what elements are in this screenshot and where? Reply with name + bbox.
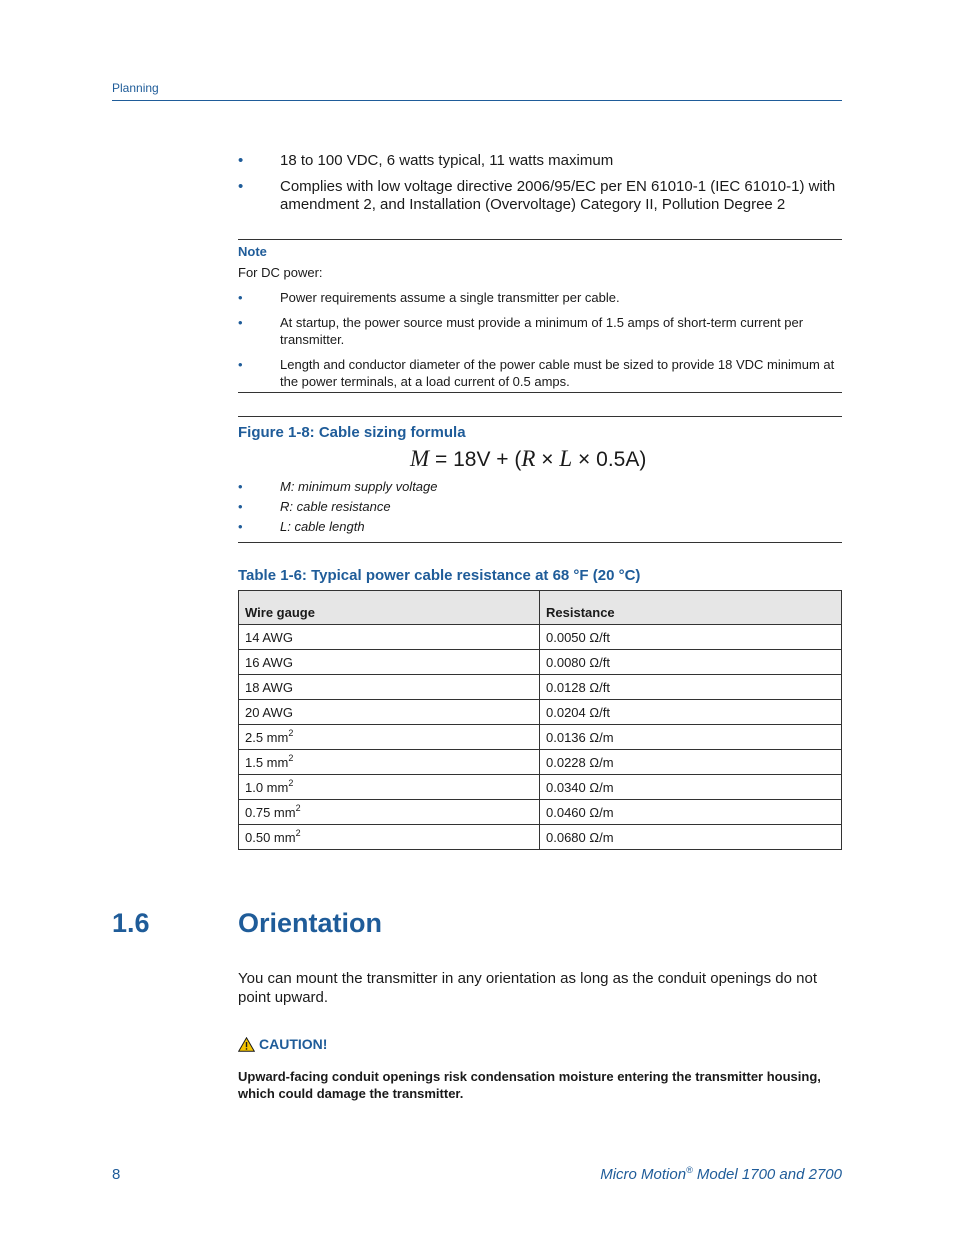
- wire-gauge-cell: 2.5 $mm^2$: [239, 725, 540, 750]
- power-spec-list: [238, 152, 842, 222]
- list-item: • At startup, the power source must provide a minimum of 1.5 amps of short-term current per transmitter.: [238, 315, 804, 347]
- bullet-icon: •: [238, 499, 243, 514]
- wire-gauge-cell: 1.5 $mm^2$: [239, 750, 540, 775]
- figure-top-rule: [238, 416, 842, 417]
- bullet-icon: •: [238, 357, 243, 372]
- bullet-icon: •: [238, 152, 244, 169]
- bullet-icon: •: [238, 479, 243, 494]
- bullet-icon: •: [238, 519, 243, 534]
- wire-gauge-cell: 16 AWG: [239, 650, 540, 675]
- note-list: [238, 289, 842, 398]
- resistance-cell: 0.0080 Ω/ft: [540, 650, 842, 675]
- list-item: • 18 to 100 VDC, 6 watts typical, 11 watts maximum: [238, 152, 614, 169]
- figure-bottom-rule: [238, 542, 842, 543]
- table-caption: Table 1-6: Typical power cable resistance at 68 °F (20 °C): [238, 567, 641, 584]
- column-header: Wire gauge: [239, 591, 540, 625]
- table-row: [239, 825, 842, 850]
- table-body: [239, 625, 842, 850]
- list-item: • R: cable resistance: [238, 499, 391, 514]
- caution-text: Upward-facing conduit openings risk condensation moisture entering the transmitter housing, which could damage the transmitter.: [238, 1069, 821, 1101]
- table-row: [239, 625, 842, 650]
- list-item: • Complies with low voltage directive 2006/95/EC per EN 61010-1 (IEC 61010-1) with amendment 2, and Installation (Overvoltage) Category II, Pollution Degree 2: [238, 178, 836, 213]
- table-row: [239, 775, 842, 800]
- note-intro: For DC power:: [238, 265, 323, 280]
- section-number: 1.6: [112, 908, 150, 938]
- table-row: [239, 700, 842, 725]
- page-number: 8: [112, 1166, 121, 1183]
- section-title: Orientation: [238, 908, 383, 938]
- bullet-icon: •: [238, 290, 243, 305]
- resistance-cell: 0.0136 Ω/m: [540, 725, 842, 750]
- list-item: • Length and conductor diameter of the power cable must be sized to provide 18 VDC minimum at the power terminals, at a load current of 0.5 amps.: [238, 357, 835, 389]
- cable-sizing-formula: M = 18V + (R × L × 0.5A): [410, 446, 647, 471]
- bullet-icon: •: [238, 178, 244, 195]
- table-row: [239, 725, 842, 750]
- resistance-cell: 0.0680 Ω/m: [540, 825, 842, 850]
- wire-gauge-cell: 1.0 $mm^2$: [239, 775, 540, 800]
- cable-resistance-table: [238, 590, 842, 850]
- list-item: • M: minimum supply voltage: [238, 479, 438, 494]
- resistance-cell: 0.0050 Ω/ft: [540, 625, 842, 650]
- formula-legend: [238, 478, 842, 538]
- table-row: [239, 750, 842, 775]
- wire-gauge-cell: 18 AWG: [239, 675, 540, 700]
- resistance-cell: 0.0128 Ω/ft: [540, 675, 842, 700]
- bullet-icon: •: [238, 315, 243, 330]
- wire-gauge-cell: 14 AWG: [239, 625, 540, 650]
- list-item: • L: cable length: [238, 519, 365, 534]
- figure-caption: Figure 1-8: Cable sizing formula: [238, 424, 466, 441]
- wire-gauge-cell: 20 AWG: [239, 700, 540, 725]
- footer-title: Micro Motion® Model 1700 and 2700: [600, 1165, 842, 1183]
- wire-gauge-cell: 0.75 $mm^2$: [239, 800, 540, 825]
- table-row: [239, 650, 842, 675]
- running-header: Planning: [112, 81, 159, 95]
- caution-heading: [238, 1036, 327, 1052]
- resistance-cell: 0.0460 Ω/m: [540, 800, 842, 825]
- table-header-row: [239, 591, 842, 625]
- resistance-cell: 0.0340 Ω/m: [540, 775, 842, 800]
- note-bottom-rule: [238, 392, 842, 393]
- list-item: • Power requirements assume a single transmitter per cable.: [238, 290, 620, 305]
- wire-gauge-cell: 0.50 $mm^2$: [239, 825, 540, 850]
- column-header: Resistance: [540, 591, 842, 625]
- resistance-cell: 0.0204 Ω/ft: [540, 700, 842, 725]
- section-body: You can mount the transmitter in any orientation as long as the conduit openings do not point upward.: [238, 970, 817, 1006]
- note-title: Note: [238, 244, 267, 259]
- warning-triangle-icon: [238, 1037, 255, 1052]
- table-row: [239, 675, 842, 700]
- note-top-rule: [238, 239, 842, 240]
- header-rule: [112, 100, 842, 101]
- table-row: [239, 800, 842, 825]
- caution-label: CAUTION!: [259, 1036, 328, 1052]
- resistance-cell: 0.0228 Ω/m: [540, 750, 842, 775]
